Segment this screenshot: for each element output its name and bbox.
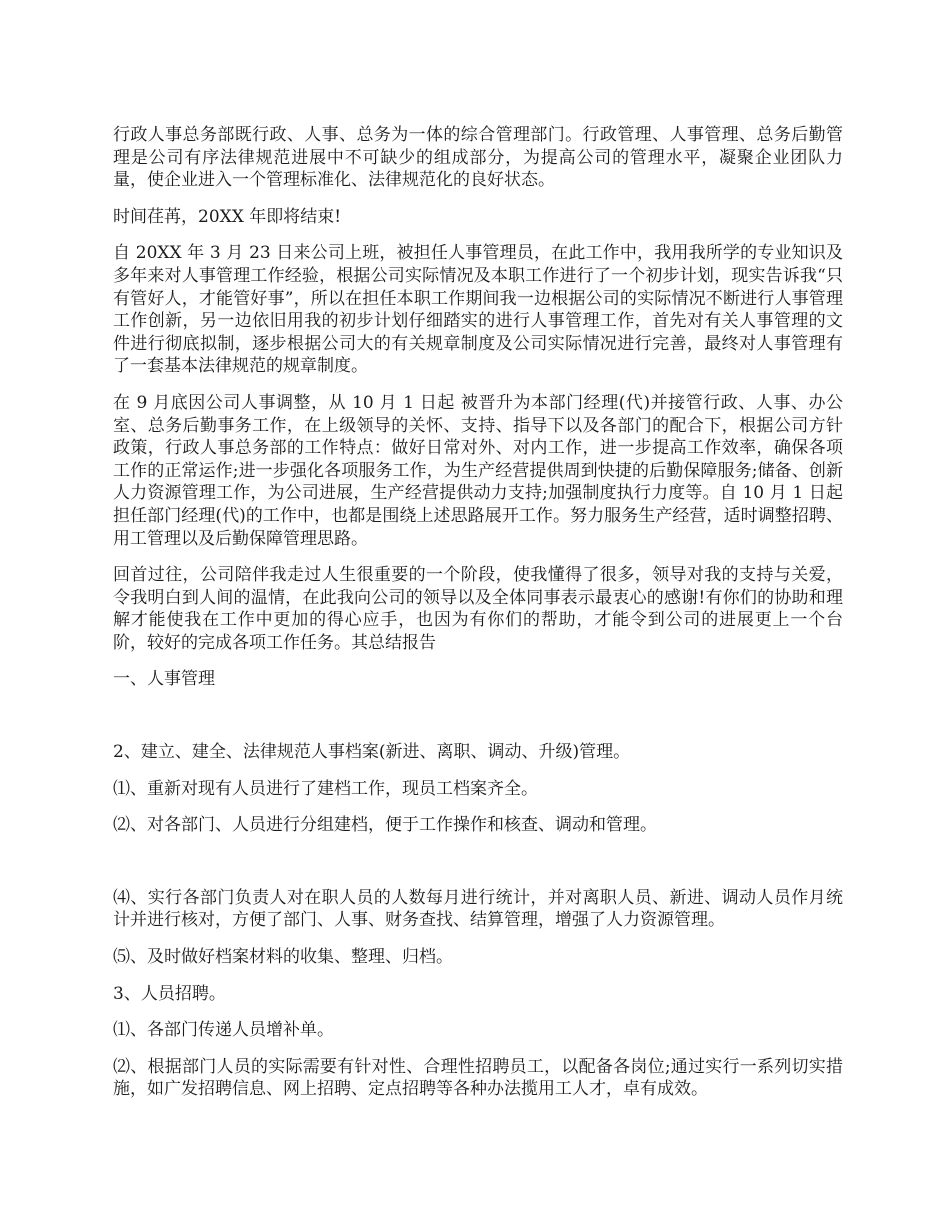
work-history-paragraph: 自 20XX 年 3 月 23 日来公司上班，被担任人事管理员，在此工作中，我用我所学的专业知识及多年来对人事管理工作经验，根据公司实际情况及本职工作进行了一个初步计划，现实告诉我“只有管好人，才能管好事”，所以在担任本职工作期间我一边根据公司的实际情况不断进行人事管理工作创新，另一边依旧用我的初步计划仔细踏实的进行人事管理工作，首先对有关人事管理的文件进行彻底拟制，逐步根据公司大的有关规章制度及公司实际情况进行完善，最终对人事管理有了一套基本法律规范的规章制度。 — [113, 243, 843, 377]
list-item: ⑵、根据部门人员的实际需要有针对性、合理性招聘员工，以配备各岗位;通过实行一系列切实措施，如广发招聘信息、网上招聘、定点招聘等各种办法揽用工人才，卓有成效。 — [113, 1056, 843, 1100]
promotion-paragraph: 在 9 月底因公司人事调整，从 10 月 1 日起 被晋升为本部门经理(代)并接管行政、人事、办公室、总务后勤事务工作，在上级领导的关怀、支持、指导下以及各部门的配合下，根据公司方针政策，行政人事总务部的工作特点：做好日常对外、对内工作，进一步提高工作效率，确保各项工作的正常运作;进一步强化各项服务工作，为生产经营提供周到快捷的后勤保障服务;储备、创新人力资源管理工作，为公司进展，生产经营提供动力支持;加强制度执行力度等。自 10 月 1 日起 担任部门经理(代)的工作中，也都是围绕上述思路展开工作。努力服务生产经营，适时调整招聘、用工管理以及后勤保障管理思路。 — [113, 392, 844, 549]
year-end-paragraph: 时间荏苒，20XX 年即将结束! — [113, 206, 342, 227]
list-item: 3、人员招聘。 — [113, 983, 226, 1004]
list-item: ⑴、重新对现有人员进行了建档工作，现员工档案齐全。 — [113, 778, 538, 799]
blank-gap — [113, 851, 843, 887]
document-page — [113, 124, 843, 1115]
blank-gap — [113, 705, 843, 741]
list-item: ⑷、实行各部门负责人对在职人员的人数每月进行统计，并对离职人员、新进、调动人员作月统计并进行核对，方便了部门、人事、财务查找、结算管理，增强了人力资源管理。 — [113, 887, 843, 931]
list-item: ⑸、及时做好档案材料的收集、整理、归档。 — [113, 947, 453, 968]
intro-paragraph: 行政人事总务部既行政、人事、总务为一体的综合管理部门。行政管理、人事管理、总务后勤管理是公司有序法律规范进展中不可缺少的组成部分，为提高公司的管理水平，凝聚企业团队力量，使企业进入一个管理标准化、法律规范化的良好状态。 — [113, 125, 843, 191]
list-item: ⑵、对各部门、人员进行分组建档，便于工作操作和核查、调动和管理。 — [113, 815, 657, 836]
list-item: 2、建立、建全、法律规范人事档案(新进、离职、调动、升级)管理。 — [113, 742, 631, 763]
gratitude-paragraph: 回首过往，公司陪伴我走过人生很重要的一个阶段，使我懂得了很多，领导对我的支持与关爱，令我明白到人间的温情，在此我向公司的领导以及全体同事表示最衷心的感谢!有你们的协助和理解才能使我在工作中更加的得心应手，也因为有你们的帮助，才能令到公司的进展更上一个台阶，较好的完成各项工作任务。其总结报告 — [113, 565, 843, 653]
section-heading-hr: 一、人事管理 — [113, 669, 215, 690]
list-item: ⑴、各部门传递人员增补单。 — [113, 1020, 334, 1041]
